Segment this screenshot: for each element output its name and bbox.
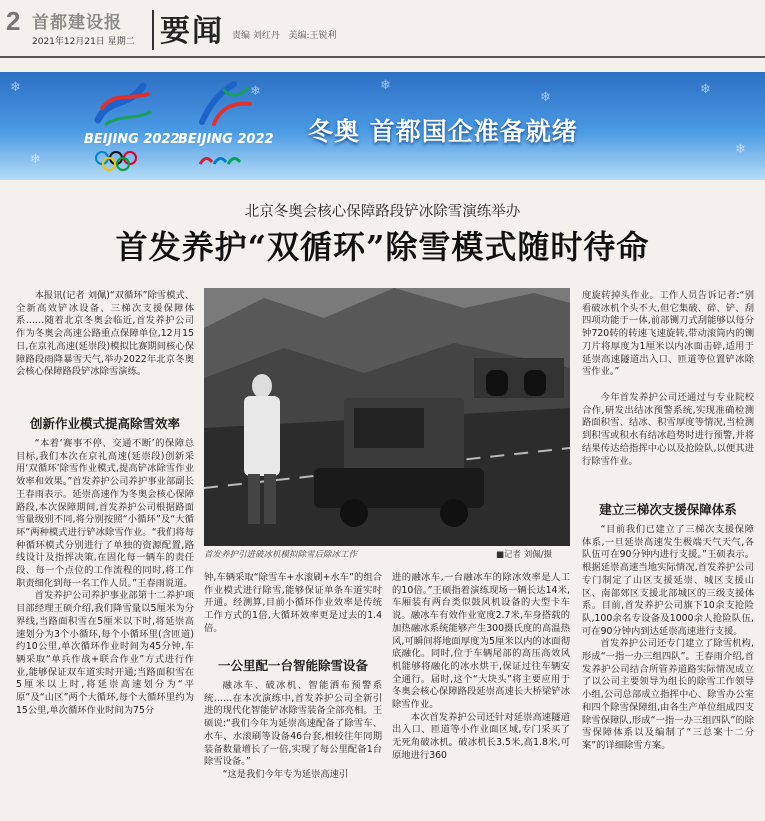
article-paragraph: 进的融冰车,一台融冰车的除冰效率是人工的10倍。”王硕指着演练现场一辆长达14米,车厢装有两台类似鼓风机设备的大型卡车说。融冰车有效作业宽度2.7米,车身搭载的加热融冰系统能够产生300摄氏度的高温热风,可瞬间将地面厚度为5厘米以内的冰面彻底融化。同时,位于车辆尾部的高压高效风机能够将融化的冰水烘干,保证过往车辆安全通行。届时,这个“大块头”将主要应用于冬奥会核心保障路段延崇高速长大桥梁铲冰除雪作业。 — [392, 572, 570, 711]
page-header — [0, 0, 765, 56]
paralympic-emblem-icon — [190, 78, 260, 130]
snowflake-icon: ❄ — [735, 142, 746, 157]
banner-title: 冬奥 首都国企准备就绪 — [308, 117, 578, 146]
paralympic-agitos-icon — [196, 152, 246, 170]
snowflake-icon: ❄ — [10, 80, 21, 95]
snow-removal-photo — [204, 288, 570, 546]
snowflake-icon: ❄ — [30, 152, 41, 167]
snowflake-icon: ❄ — [250, 84, 261, 99]
beijing-2022-logo-text: BEIJING 2022 — [84, 132, 180, 147]
header-divider — [152, 10, 154, 50]
newspaper-name: 首都建设报 — [32, 13, 122, 33]
article-headline: 首发养护“双循环”除雪模式随时待命 — [115, 228, 650, 266]
snowflake-icon: ❄ — [700, 82, 711, 97]
article-column-3 — [392, 572, 570, 812]
article-paragraph: “本着‘赛事不停、交通不断’的保障总目标,我们本次在京礼高速(延崇段)创新采用‘双循环’除雪作业模式,提高铲冰除雪作业效率和效果。”首发养护公司养护事业部副长王春雨表示。延崇高速作为冬奥会核心保障路段,本次保障期间,首发养护公司根据路面雪量级别不同,将分别按照“小循环”及“大循环”两种模式进行铲冰除雪作业。“我们将每种循环模式分别进行了单独的资源配置,路线设计及指挥决策,在固化每一辆车的责任段、每一个点位的工作流程的同时,将工作职责细化到每一名工作人员。”王春雨说道。 — [16, 438, 194, 589]
snowflake-icon: ❄ — [540, 90, 551, 105]
article-paragraph: 首发养护公司还专门建立了除雪机构,形成“一指一办三组四队”。王春雨介绍,首发养护公司结合所管养道路实际情况成立了以公司主要领导为组长的除雪工作领导小组,公司总部成立指挥中心、除雪办公室和四个除雪保障组,由各生产单位组成四支除雪保障队,形成“一指一办三组四队”的除雪保障体系以及编制了“三总案十二分案”的详细除雪方案。 — [582, 638, 754, 751]
article-paragraph: “这是我们今年专为延崇高速引 — [222, 768, 349, 780]
photo-illustration — [204, 288, 570, 546]
article-lede — [16, 290, 194, 402]
subheading-innovation: 创新作业模式提高除雪效率 — [29, 416, 180, 431]
article-paragraph: 度旋转掉头作业。工作人员告诉记者:“别看破冰机个头不大,但它集破、碎、铲、刮四项功能于一体,前部铡刀式刮能够以每分钟720转的转速飞速旋转,带动滚筒内的铡刀片将厚度为1厘米以内冰面击碎,适用于延崇高速隧道出入口、匝道等位置铲冰除雪作业。” — [582, 290, 754, 378]
subheading-equipment: 一公里配一台智能除雪设备 — [217, 658, 368, 673]
article-column-2 — [204, 680, 382, 812]
article-paragraph: 融冰车、破冰机、智能洒布预警系统……在本次演练中,首发养护公司全新引进的现代化智能铲冰除雪装备全部亮相。王硕说:“我们今年为延崇高速配备了除雪车、水车、水滚刷等设备46台套,相较往年同期装备数量增长了一倍,实现了每公里配备1台除雪设备。” — [204, 680, 382, 768]
article-column-4-top — [582, 290, 754, 390]
editor-name: 责编 刘红丹 — [232, 31, 280, 41]
beijing-2022-paralympic-logo-text: BEIJING 2022 — [178, 132, 274, 147]
designer-name: 美编:王锐利 — [288, 31, 337, 41]
subheading-support-system: 建立三梯次支援保障体系 — [599, 502, 737, 517]
olympic-emblem-icon — [88, 78, 158, 130]
article-column-2-top — [204, 572, 382, 634]
snowflake-icon: ❄ — [380, 78, 391, 93]
article-paragraph: 今年首发养护公司还通过与专业院校合作,研发出结冰预警系统,实现准确检测路面积雪、结冰、积雪厚度等情况,当检测到积雪或积水有结冰趋势时进行预警,并将结果传达给指挥中心以及抢险队,以便其进行除雪作业。 — [582, 392, 754, 467]
article-paragraph: “目前我们已建立了三梯次支援保障体系,一旦延崇高速发生极端天气天气,各队伍可在90分钟内进行支援。”王硕表示。根据延崇高速当地实际情况,首发养护公司专门制定了山区支援延崇、城区支援山区、南部郊区支援北部城区的三级支援体系。目前,首发养护公司旗下10余支抢险队,100余名专设备及1000余人抢险队伍,可在90分钟内到达延崇高速进行支援。 — [582, 524, 754, 637]
olympic-rings-icon — [92, 150, 156, 174]
article-column-4-mid — [582, 392, 754, 480]
section-title: 要闻 — [160, 14, 224, 49]
article-column-1 — [16, 438, 194, 810]
issue-date: 2021年12月21日 星期二 — [32, 37, 135, 47]
editor-credit — [232, 28, 337, 41]
article-paragraph: 本次首发养护公司还针对延崇高速隧道出入口、匝道等小作业面区域,专门采买了无死角破冰机。破冰机长3.5米,高1.8米,可原地进行360 — [392, 711, 570, 761]
article-kicker: 北京冬奥会核心保障路段铲冰除雪演练举办 — [244, 204, 521, 220]
article-paragraph: 首发养护公司养护事业部第十二养护项目部经理王硕介绍,我们降雪量以5厘米为分界线,当路面积雪在5厘米以下时,将延崇高速划分为3个小循环,每个小循环里(含匝道)约10公里,单次循环作业时间为45分钟,车辆采取“单兵作战+联合作业”方式进行作业,能够保证双车道实时开通;当路面积雪在5厘米以上时,将延崇高速划分为“平原”及“山区”两个大循环,每个大循环里约为15公里,单次循环作业时间为75分 — [16, 590, 194, 716]
article-paragraph: 本报讯(记者 刘佩)“双循环”除雪模式、全新高效铲冰设备、三梯次支援保障体系……随着北京冬奥会临近,首发养护公司作为冬奥会高速公路重点保障单位,12月15日,在京礼高速(延崇段)模拟比赛期间核心保障路段雨降暴雪天气,举办2022年北京冬奥会核心保障路段铲冰除雪演练。 — [16, 290, 194, 378]
winter-olympics-banner — [0, 72, 765, 180]
photo-caption: 首发养护引进破冰机模拟除雪后除冰工作 — [204, 550, 358, 560]
article-column-4 — [582, 524, 754, 812]
header-rule — [0, 56, 765, 58]
article-paragraph: 钟,车辆采取“除雪车+水滚刷+水车”的组合作业模式进行除雪,能够保证单条车道实时开通。经测算,目前小循环作业效率是传统工作方式的1倍,大循环效率更是过去的1.4倍。 — [204, 572, 382, 634]
photo-credit: ■记者 刘佩/摄 — [496, 550, 553, 560]
page-number: 2 — [6, 6, 21, 36]
